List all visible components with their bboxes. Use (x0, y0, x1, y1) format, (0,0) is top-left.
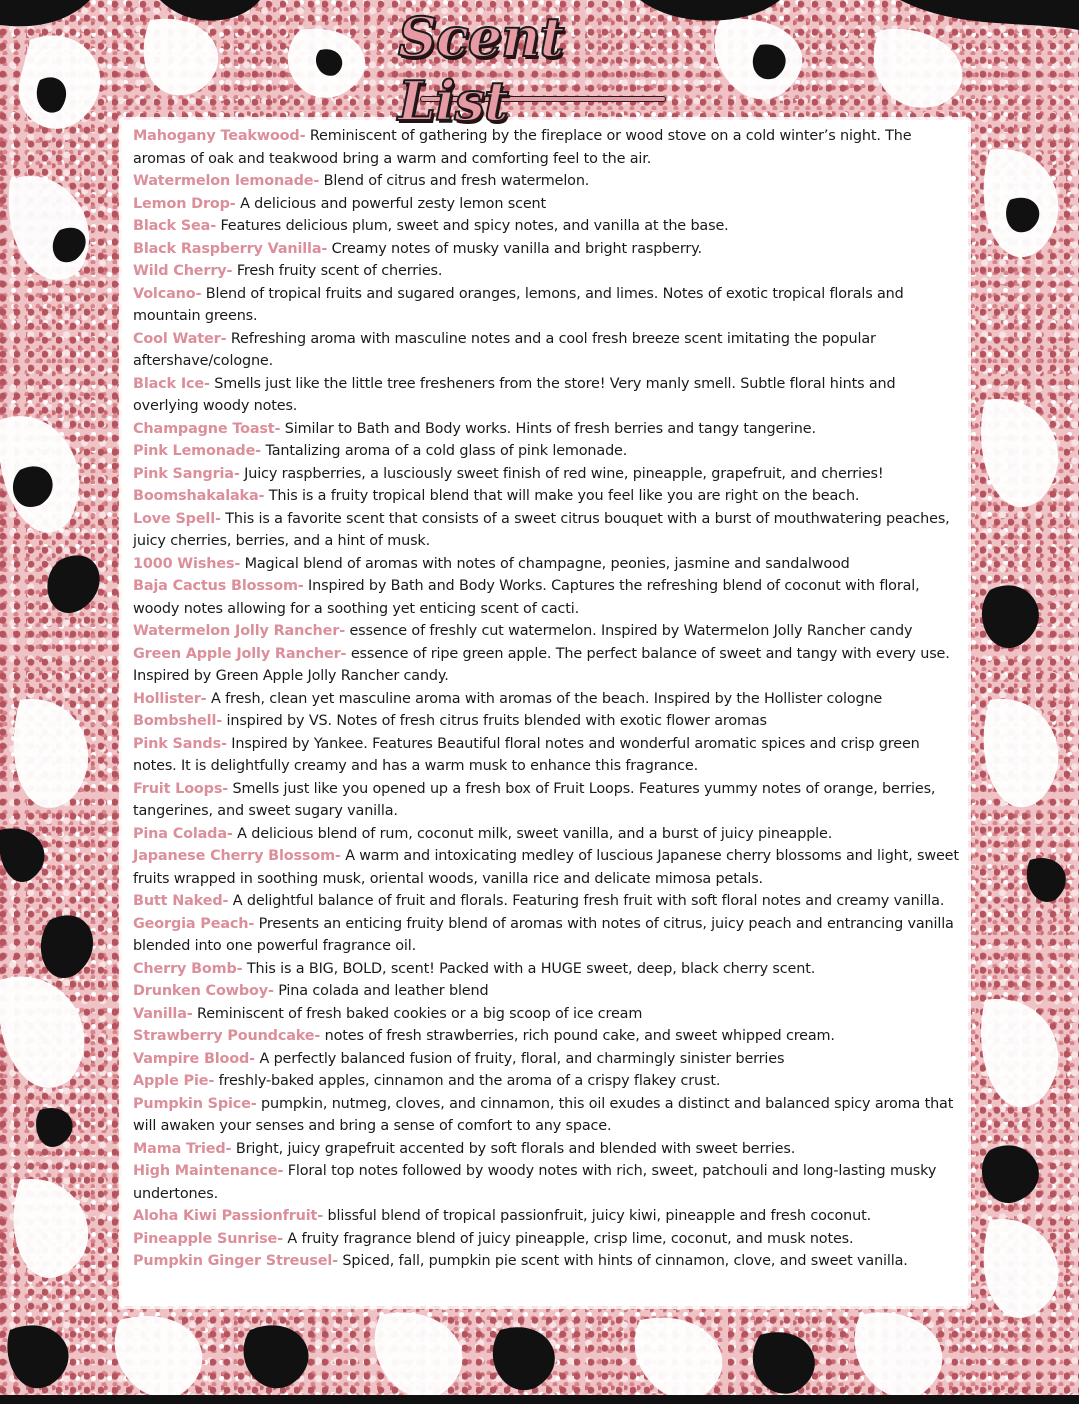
scent-entry (133, 1048, 963, 1071)
scent-entry (133, 485, 963, 508)
scent-name: Black Raspberry Vanilla- (133, 240, 328, 257)
scent-entry (133, 710, 963, 733)
scent-description: Floral top notes followed by woody notes with rich, sweet, patchouli and long-lasting musky undertones. (133, 1163, 937, 1202)
scent-name: Pink Sands- (133, 735, 227, 752)
scent-entry (133, 620, 963, 643)
scent-description: Magical blend of aromas with notes of champagne, peonies, jasmine and sandalwood (244, 555, 850, 572)
scent-description: essence of ripe green apple. The perfect balance of sweet and tangy with every use. Inspired by Green Apple Jolly Rancher candy. (133, 645, 950, 684)
scent-entry (133, 283, 963, 328)
scent-entry (133, 1205, 963, 1228)
scent-description: inspired by VS. Notes of fresh citrus fruits blended with exotic flower aromas (226, 713, 767, 729)
scent-name: Butt Naked- (133, 893, 229, 909)
scent-name: Boomshakalaka- (133, 488, 265, 504)
scent-description: Smells just like you opened up a fresh box of Fruit Loops. Features yummy notes of orange, berries, tangerines, and sweet sugary vanilla. (133, 780, 936, 819)
scent-list (133, 125, 963, 1273)
scent-name: Apple Pie- (133, 1073, 215, 1089)
scent-name: High Maintenance- (133, 1163, 284, 1179)
scent-description: Features delicious plum, sweet and spicy notes, and vanilla at the base. (220, 218, 729, 234)
scent-description: Blend of citrus and fresh watermelon. (323, 173, 590, 189)
scent-name: Vampire Blood- (133, 1050, 256, 1067)
scent-name: Pineapple Sunrise- (133, 1230, 283, 1247)
scent-name: Mama Tried- (133, 1140, 232, 1157)
scent-name: Strawberry Poundcake- (133, 1028, 321, 1044)
scent-entry (133, 1138, 963, 1161)
scent-name: Vanilla- (133, 1005, 193, 1022)
scent-description: Similar to Bath and Body works. Hints of fresh berries and tangy tangerine. (284, 420, 816, 437)
scent-description: Presents an enticing fruity blend of aromas with notes of citrus, juicy peach and entrancing vanilla blended into one powerful fragrance oil. (133, 915, 954, 954)
scent-entry (133, 1250, 963, 1273)
scent-description: This is a BIG, BOLD, scent! Packed with a HUGE sweet, deep, black cherry scent. (246, 960, 816, 977)
scent-description: Creamy notes of musky vanilla and bright raspberry. (331, 240, 702, 257)
scent-entry (133, 778, 963, 823)
scent-entry (133, 575, 963, 620)
scent-name: Love Spell- (133, 510, 221, 527)
scent-description: A fresh, clean yet masculine aroma with aromas of the beach. Inspired by the Hollister cologne (210, 690, 883, 707)
scent-entry (133, 890, 963, 913)
scent-entry (133, 238, 963, 261)
scent-description: A fruity fragrance blend of juicy pineapple, crisp lime, coconut, and musk notes. (287, 1230, 854, 1247)
scent-entry (133, 688, 963, 711)
title-text: Scent List (398, 5, 564, 133)
scent-name: Watermelon lemonade- (133, 173, 320, 189)
scent-description: A delightful balance of fruit and florals. Featuring fresh fruit with soft floral notes and creamy vanilla. (232, 893, 945, 909)
scent-name: Black Sea- (133, 218, 217, 234)
scent-description: A delicious and powerful zesty lemon scent (240, 195, 546, 212)
scent-name: Aloha Kiwi Passionfruit- (133, 1208, 324, 1224)
scent-name: Fruit Loops- (133, 780, 229, 797)
scent-name: Pumpkin Ginger Streusel- (133, 1253, 338, 1269)
scent-entry (133, 328, 963, 373)
scent-name: Volcano- (133, 285, 202, 302)
scent-name: Georgia Peach- (133, 915, 255, 932)
scent-description: Bright, juicy grapefruit accented by soft florals and blended with sweet berries. (235, 1140, 796, 1157)
scent-entry (133, 373, 963, 418)
scent-description: Refreshing aroma with masculine notes and a cool fresh breeze scent imitating the popular aftershave/cologne. (133, 330, 876, 369)
scent-entry (133, 418, 963, 441)
scent-description: freshly-baked apples, cinnamon and the aroma of a crispy flakey crust. (218, 1073, 721, 1089)
scent-description: Inspired by Bath and Body Works. Captures the refreshing blend of coconut with floral, woody notes allowing for a soothing yet enticing scent of cacti. (133, 578, 920, 617)
scent-entry (133, 980, 963, 1003)
scent-entry (133, 643, 963, 688)
scent-entry (133, 1160, 963, 1205)
scent-name: Drunken Cowboy- (133, 983, 274, 999)
scent-entry (133, 913, 963, 958)
scent-name: Green Apple Jolly Rancher- (133, 645, 347, 662)
scent-entry (133, 170, 963, 193)
scent-entry (133, 1228, 963, 1251)
scent-name: Pink Sangria- (133, 465, 240, 482)
scent-description: This is a fruity tropical blend that will make you feel like you are right on the beach. (268, 488, 860, 504)
scent-entry (133, 193, 963, 216)
scent-entry (133, 440, 963, 463)
scent-description: A warm and intoxicating medley of luscious Japanese cherry blossoms and light, sweet fruits wrapped in soothing musk, oriental woods, vanilla rice and delicate mimosa petals. (133, 848, 959, 887)
scent-name: 1000 Wishes- (133, 555, 241, 572)
scent-description: blissful blend of tropical passionfruit, juicy kiwi, pineapple and fresh coconut. (327, 1208, 872, 1224)
scent-entry (133, 958, 963, 981)
scent-description: This is a favorite scent that consists of a sweet citrus bouquet with a burst of mouthwatering peaches, juicy cherries, berries, and a hint of musk. (133, 510, 950, 549)
scent-name: Baja Cactus Blossom- (133, 578, 304, 594)
scent-name: Pumpkin Spice- (133, 1095, 257, 1112)
scent-entry (133, 215, 963, 238)
scent-description: A delicious blend of rum, coconut milk, sweet vanilla, and a burst of juicy pineapple. (237, 825, 833, 842)
scent-entry (133, 1093, 963, 1138)
scent-entry (133, 823, 963, 846)
scent-name: Watermelon Jolly Rancher- (133, 623, 346, 639)
scent-description: Fresh fruity scent of cherries. (236, 263, 443, 279)
scent-name: Mahogany Teakwood- (133, 128, 306, 144)
scent-name: Champagne Toast- (133, 420, 281, 437)
scent-entry (133, 845, 963, 890)
scent-description: Blend of tropical fruits and sugared oranges, lemons, and limes. Notes of exotic tropical florals and mountain greens. (133, 285, 904, 324)
scent-entry (133, 463, 963, 486)
scent-description: notes of fresh strawberries, rich pound cake, and sweet whipped cream. (324, 1028, 835, 1044)
scent-description: A perfectly balanced fusion of fruity, floral, and charmingly sinister berries (259, 1050, 785, 1067)
scent-name: Japanese Cherry Blossom- (133, 848, 341, 864)
scent-description: Smells just like the little tree fresheners from the store! Very manly smell. Subtle floral hints and overlying woody notes. (133, 375, 896, 414)
scent-description: Juicy raspberries, a lusciously sweet finish of red wine, pineapple, grapefruit, and cherries! (244, 465, 884, 482)
scent-entry (133, 553, 963, 576)
scent-description: Pina colada and leather blend (278, 983, 489, 999)
scent-entry (133, 733, 963, 778)
scent-entry (133, 1070, 963, 1093)
scent-description: Reminiscent of gathering by the fireplace or wood stove on a cold winter’s night. The aromas of oak and teakwood bring a warm and comforting feel to the air. (133, 128, 912, 167)
scent-description: pumpkin, nutmeg, cloves, and cinnamon, this oil exudes a distinct and balanced spicy aroma that will awaken your senses and bring a sense of comfort to any space. (133, 1095, 954, 1134)
scent-description: Inspired by Yankee. Features Beautiful floral notes and wonderful aromatic spices and crisp green notes. It is delightfully creamy and has a warm musk to enhance this fragrance. (133, 735, 920, 774)
scent-name: Black Ice- (133, 375, 210, 392)
scent-name: Cool Water- (133, 330, 227, 347)
scent-entry (133, 260, 963, 283)
scent-entry (133, 1025, 963, 1048)
scent-name: Wild Cherry- (133, 263, 233, 279)
scent-name: Pink Lemonade- (133, 443, 262, 459)
scent-name: Cherry Bomb- (133, 960, 243, 977)
scent-name: Pina Colada- (133, 825, 233, 842)
scent-list-title (398, 5, 688, 133)
scent-description: essence of freshly cut watermelon. Inspired by Watermelon Jolly Rancher candy (349, 623, 913, 639)
scent-entry (133, 1003, 963, 1026)
scent-name: Bombshell- (133, 713, 223, 729)
scent-description: Spiced, fall, pumpkin pie scent with hints of cinnamon, clove, and sweet vanilla. (342, 1253, 908, 1269)
scent-name: Hollister- (133, 690, 207, 707)
scent-description: Reminiscent of fresh baked cookies or a big scoop of ice cream (197, 1005, 643, 1022)
scent-entry (133, 508, 963, 553)
scent-name: Lemon Drop- (133, 195, 236, 212)
scent-description: Tantalizing aroma of a cold glass of pink lemonade. (265, 443, 628, 459)
